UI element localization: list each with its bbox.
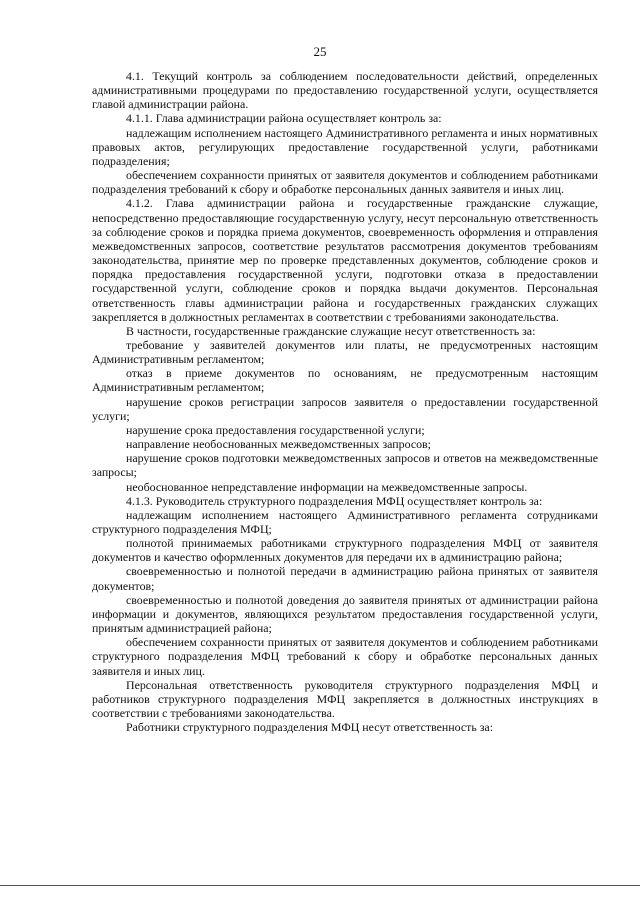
paragraph-4-1: 4.1. Текущий контроль за соблюдением последовательности действий, определенных административными процедурами по предоставлению государственной услуги, осуществляется главой администрации района. [92, 69, 598, 112]
paragraph-responsibility-intro: В частности, государственные гражданские служащие несут ответственность за: [126, 323, 536, 338]
list-item: нарушение срока предоставления государственной услуги; [126, 422, 425, 437]
paragraph-4-1-3: 4.1.3. Руководитель структурного подразделения МФЦ осуществляет контроль за: [126, 493, 543, 508]
document-body [92, 69, 598, 734]
list-item: требование у заявителей документов или платы, не предусмотренных настоящим Административным регламентом; [92, 337, 598, 367]
paragraph-mfc-workers-intro: Работники структурного подразделения МФЦ несут ответственность за: [126, 720, 494, 735]
list-item: направление необоснованных межведомственных запросов; [126, 437, 431, 452]
list-item: полнотой принимаемых работниками структурного подразделения МФЦ от заявителя документов и качество оформленных документов для передачи их в администрацию района; [92, 536, 598, 565]
list-item: своевременностью и полнотой доведения до заявителя принятых от администрации района информации и документов, являющихся результатом предоставления государственной услуги, принятым администрацией района; [92, 592, 598, 636]
list-item: своевременностью и полнотой передачи в администрацию района принятых от заявителя документов; [92, 564, 598, 593]
page-number: 25 [313, 44, 327, 59]
paragraph-mfc-responsibility: Персональная ответственность руководителя структурного подразделения МФЦ и работников структурного подразделения МФЦ закрепляется в должностных инструкциях в соответствии с требованиями законодательства. [92, 677, 598, 721]
paragraph-4-1-1: 4.1.1. Глава администрации района осуществляет контроль за: [126, 111, 442, 126]
list-item: нарушение сроков подготовки межведомственных запросов и ответов на межведомственные запросы; [92, 451, 598, 480]
list-item: необоснованное непредставление информации на межведомственные запросы. [126, 479, 528, 494]
list-item: обеспечением сохранности принятых от заявителя документов и соблюдением работниками структурного подразделения МФЦ требований к сбору и обработке персональных данных заявителя и иных лиц. [92, 635, 598, 678]
list-item: надлежащим исполнением настоящего Административного регламента и иных нормативных правовых актов, регулирующих предоставление государственной услуги, работниками подразделения; [92, 125, 598, 168]
list-item: надлежащим исполнением настоящего Административного регламента сотрудниками структурного подразделения МФЦ; [92, 507, 598, 536]
paragraph-4-1-2: 4.1.2. Глава администрации района и государственные гражданские служащие, непосредственно предоставляющие государственную услугу, несут персональную ответственность за соблюдение сроков и порядка приема документов, своевременность оформления и отправления межведомственных запросов, соответствие результатов рассмотрения документов требованиям законодательства, принятие мер по проверке представленных документов, соблюдение сроков и порядка предоставления государственной услуги, подготовки отказа в предоставлении государственной услуги, соблюдение сроков и порядка выдачи документов. Персональная ответственность главы администрации района и государственных гражданских служащих закрепляется в должностных регламентах в соответствии с требованиями законодательства. [92, 196, 598, 324]
bottom-rule [0, 885, 640, 886]
list-item: отказ в приеме документов по основаниям, не предусмотренным настоящим Административным регламентом; [92, 366, 598, 395]
list-item: нарушение сроков регистрации запросов заявителя о предоставлении государственной услуги; [92, 394, 598, 423]
list-item: обеспечением сохранности принятых от заявителя документов и соблюдением работниками подразделения требований к сбору и обработке персональных данных заявителя и иных лиц. [92, 168, 598, 197]
